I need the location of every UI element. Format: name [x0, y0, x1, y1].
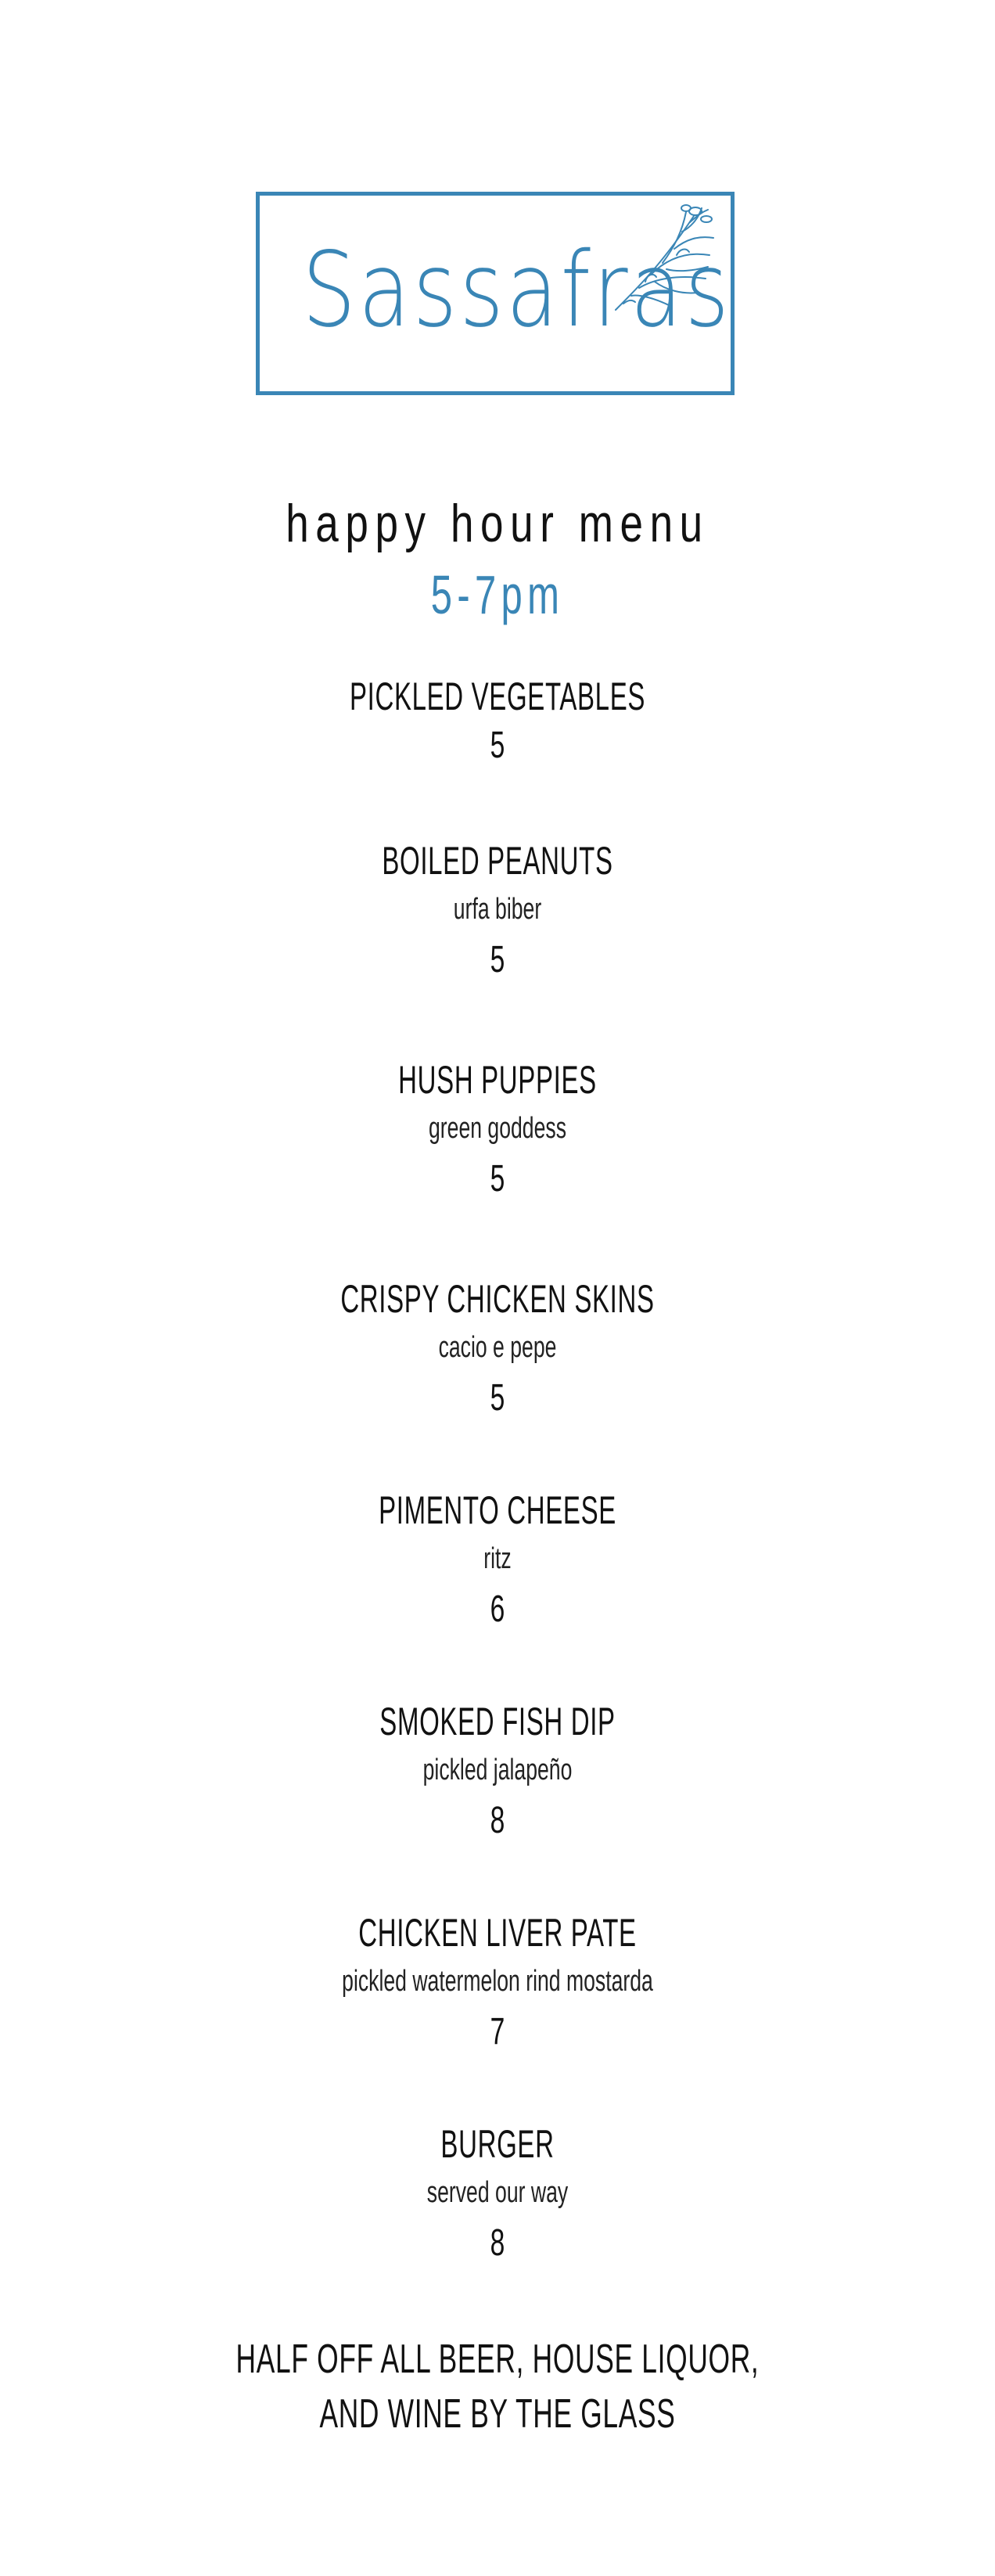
item-description: served our way: [426, 2176, 569, 2209]
item-price: 5: [490, 725, 505, 766]
item-name: BOILED PEANUTS: [382, 839, 613, 883]
sassafras-sprig-icon: [608, 200, 717, 318]
menu-item: [0, 1487, 995, 1635]
drink-specials-note: [0, 2332, 995, 2441]
item-name: BURGER: [440, 2122, 555, 2166]
item-price: 5: [490, 939, 505, 980]
item-description: cacio e pepe: [438, 1331, 557, 1364]
item-price: 7: [490, 2011, 505, 2053]
item-description: pickled watermelon rind mostarda: [342, 1965, 653, 1998]
logo: [256, 192, 735, 395]
item-description: pickled jalapeño: [422, 1754, 573, 1786]
item-name: HUSH PUPPIES: [398, 1058, 597, 1102]
item-price: 5: [490, 1377, 505, 1419]
menu-item: [0, 673, 995, 772]
item-price: 8: [490, 1800, 505, 1841]
menu-item: [0, 1909, 995, 2058]
item-description: ritz: [483, 1542, 512, 1575]
menu-item: [0, 837, 995, 986]
menu-item: [0, 1056, 995, 1205]
drink-specials-line-1: HALF OFF ALL BEER, HOUSE LIQUOR,: [235, 2337, 760, 2382]
item-price: 6: [490, 1588, 505, 1630]
item-name: PICKLED VEGETABLES: [349, 675, 646, 718]
menu-item: [0, 2121, 995, 2269]
item-name: CRISPY CHICKEN SKINS: [340, 1277, 655, 1321]
logo-wordmark: Sassafras: [302, 230, 732, 351]
menu-item: [0, 1698, 995, 1847]
item-description: urfa biber: [453, 893, 542, 926]
item-price: 8: [490, 2222, 505, 2264]
item-description: green goddess: [428, 1112, 566, 1145]
item-name: SMOKED FISH DIP: [379, 1700, 616, 1743]
menu-title: happy hour menu: [286, 494, 709, 553]
item-price: 5: [490, 1158, 505, 1200]
item-name: PIMENTO CHEESE: [379, 1488, 616, 1532]
item-name: CHICKEN LIVER PATE: [358, 1911, 637, 1955]
happy-hour-times: 5-7pm: [430, 564, 565, 625]
drink-specials-line-2: AND WINE BY THE GLASS: [319, 2391, 676, 2437]
menu-item: [0, 1275, 995, 1424]
